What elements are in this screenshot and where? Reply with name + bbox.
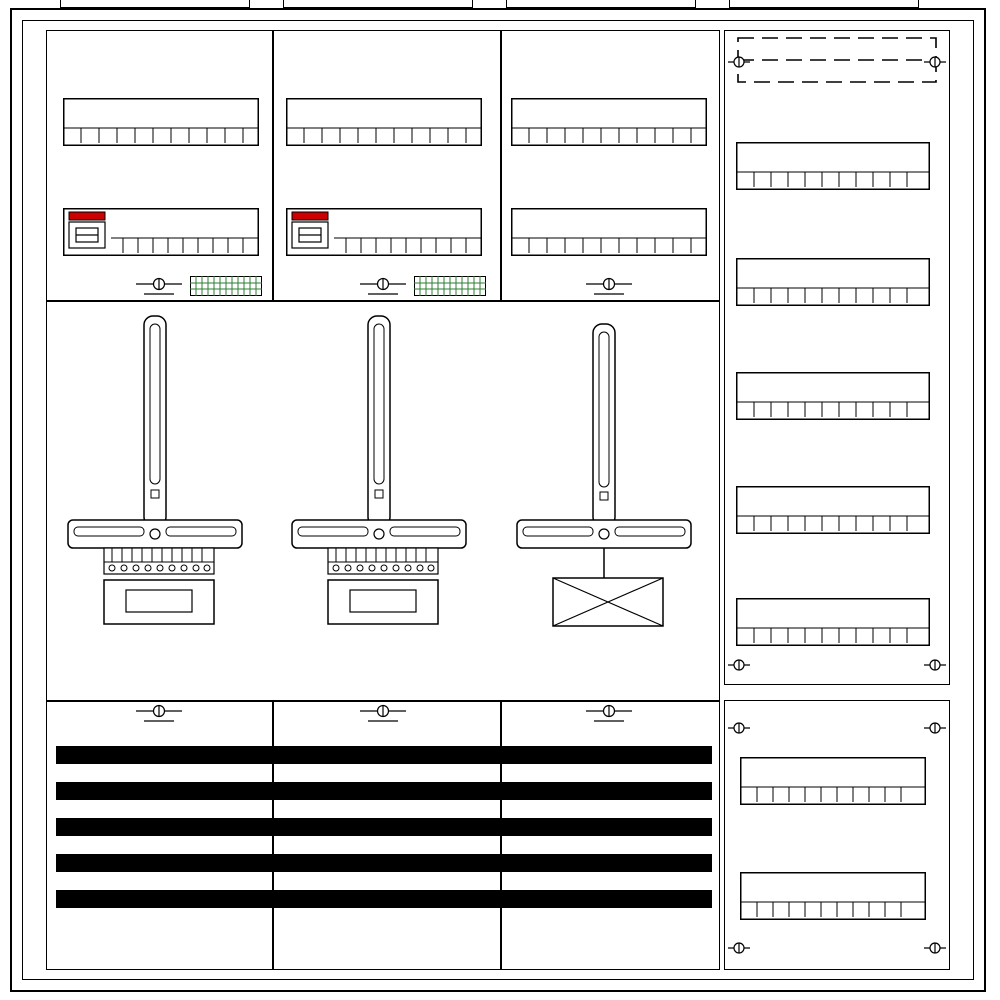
din-rail-meter-c1 — [63, 208, 259, 256]
din-rail-r1 — [736, 142, 930, 190]
nh-fuse-switch-disconnector-3[interactable] — [509, 320, 709, 632]
din-rail-top-c3 — [511, 98, 707, 146]
hatched-block-c2 — [414, 276, 486, 296]
upper-area-bottom-line — [46, 300, 720, 302]
din-rail-meter-c3 — [511, 208, 707, 256]
busbar-1 — [56, 746, 712, 764]
din-rail-r6 — [740, 757, 926, 805]
din-rail-r5 — [736, 598, 930, 646]
busbar-4 — [56, 854, 712, 872]
nh-fuse-switch-disconnector-2[interactable] — [284, 312, 484, 632]
top-tab-1[interactable] — [60, 0, 250, 8]
upper-side-panel — [724, 30, 950, 685]
top-tab-3[interactable] — [506, 0, 696, 8]
nh-fuse-switch-disconnector-1[interactable] — [60, 312, 260, 632]
din-rail-r2 — [736, 258, 930, 306]
reserve-dashed-module[interactable] — [736, 36, 938, 84]
bottom-screw-c3 — [586, 703, 632, 725]
column-divider-2 — [500, 30, 502, 300]
terminal-screw-c3 — [586, 276, 632, 298]
panel-screw-l2-tl — [728, 718, 750, 738]
panel-screw-bl — [728, 655, 750, 675]
lower-side-panel — [724, 700, 950, 970]
panel-screw-tr — [924, 52, 946, 72]
din-rail-r7 — [740, 872, 926, 920]
busbar-5 — [56, 890, 712, 908]
panel-screw-l2-tr — [924, 718, 946, 738]
din-rail-r3 — [736, 372, 930, 420]
mid-area-bottom-line — [46, 700, 720, 702]
panel-screw-l2-bl — [728, 938, 750, 958]
busbar-3 — [56, 818, 712, 836]
din-rail-r4 — [736, 486, 930, 534]
din-rail-top-c2 — [286, 98, 482, 146]
top-tab-4[interactable] — [729, 0, 919, 8]
bottom-screw-c2 — [360, 703, 406, 725]
busbar-2 — [56, 782, 712, 800]
terminal-screw-c2 — [360, 276, 406, 298]
top-tab-2[interactable] — [283, 0, 473, 8]
panel-screw-br — [924, 655, 946, 675]
terminal-screw-c1 — [136, 276, 182, 298]
panel-screw-l2-br — [924, 938, 946, 958]
din-rail-meter-c2 — [286, 208, 482, 256]
panel-screw-tl — [728, 52, 750, 72]
bottom-screw-c1 — [136, 703, 182, 725]
hatched-block-c1 — [190, 276, 262, 296]
column-divider-1 — [272, 30, 274, 300]
din-rail-top-c1 — [63, 98, 259, 146]
